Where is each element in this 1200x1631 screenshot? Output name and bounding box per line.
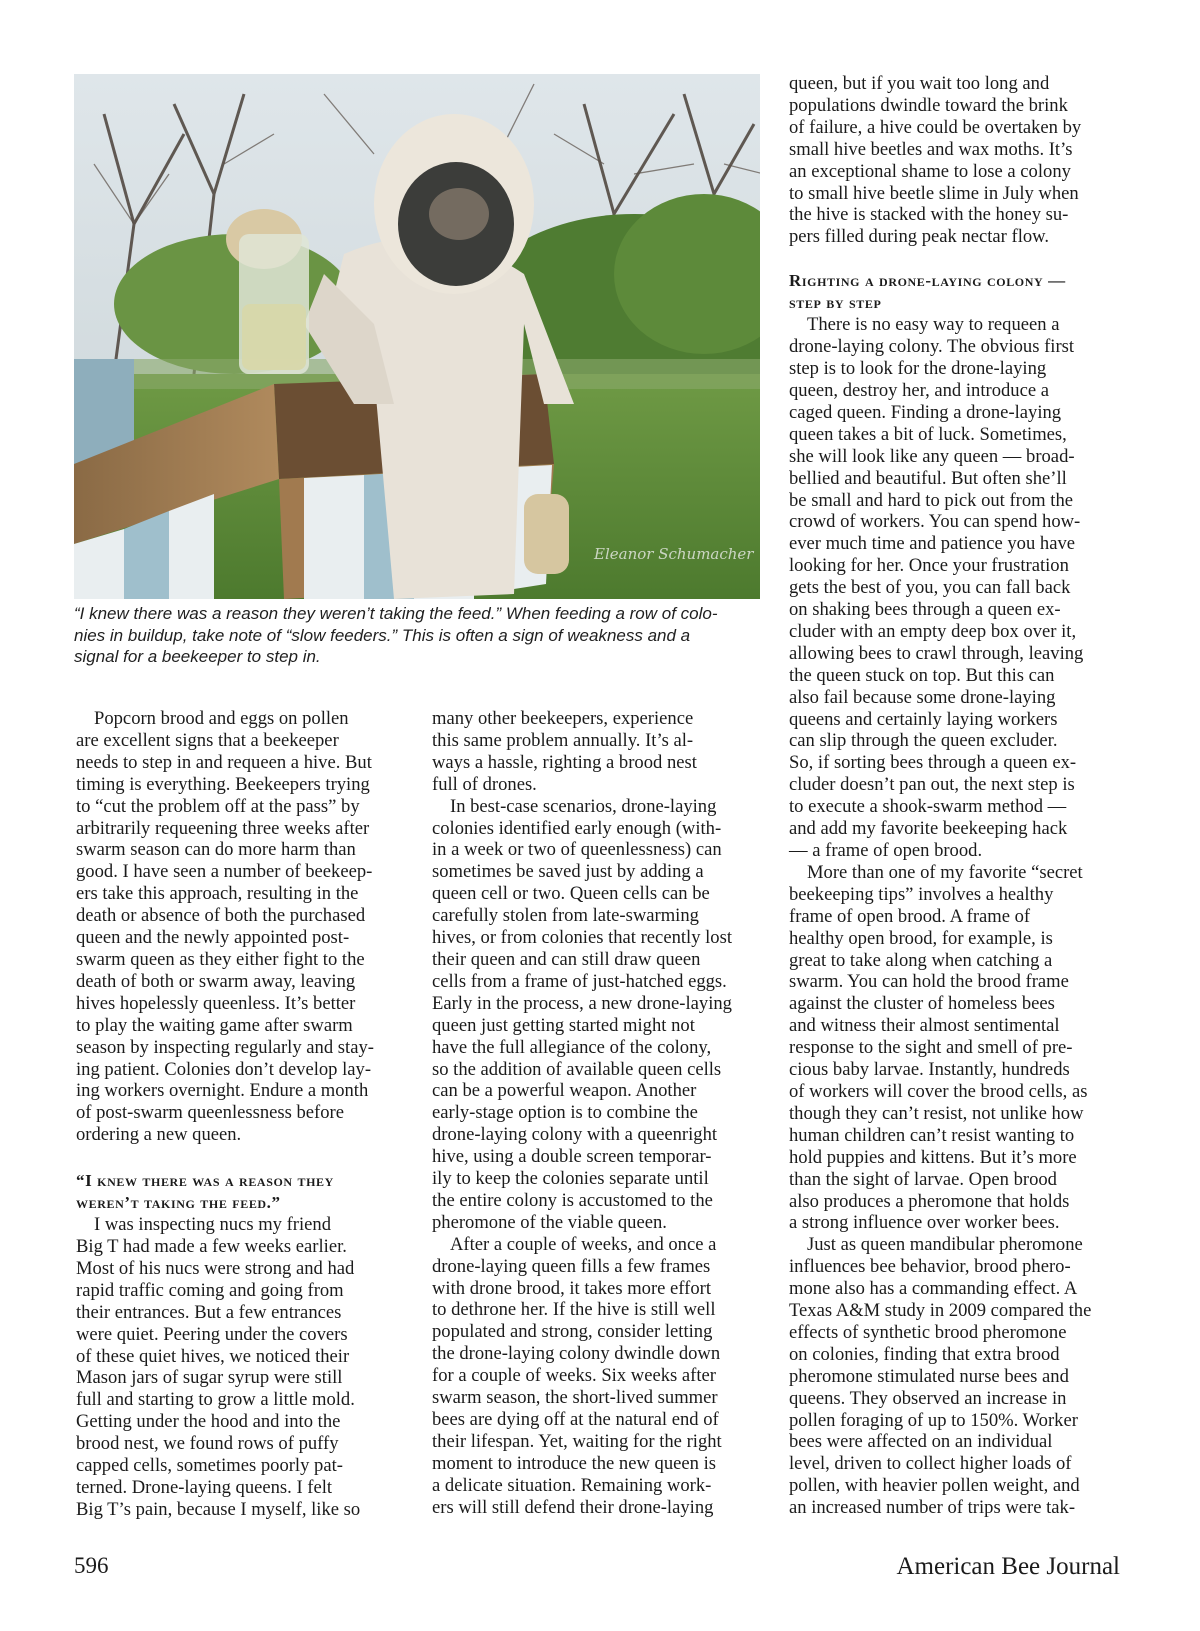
text-line: on shaking bees through a queen ex- (789, 599, 1061, 621)
text-line: drone-laying colony with a queenright (432, 1124, 718, 1146)
text-line: swarm queen as they either fight to the (76, 948, 365, 970)
text-line: pheromone stimulated nurse bees and (789, 1365, 1069, 1387)
text-line: arbitrarily requeening three weeks after (76, 817, 370, 839)
text-line: So, if sorting bees through a queen ex- (789, 752, 1077, 774)
text-line: frame of open brood. A frame of (789, 905, 1031, 927)
text-line: the queen stuck on top. But this can (789, 664, 1055, 686)
text-line: also fail because some drone-laying (789, 686, 1056, 708)
text-line: can slip through the queen excluder. (789, 730, 1058, 752)
section-heading (789, 270, 1119, 314)
paragraph (76, 1214, 404, 1521)
text-line: ever much time and patience you have (789, 533, 1076, 555)
text-line: the entire colony is accustomed to the (432, 1189, 713, 1211)
text-line: moment to introduce the new queen is (432, 1452, 716, 1474)
paragraph (789, 862, 1119, 1234)
text-line: the drone-laying colony dwindle down (432, 1343, 721, 1365)
text-line: Mason jars of sugar syrup were still (76, 1367, 343, 1389)
heading-line: step by step (789, 293, 882, 313)
text-line: In best-case scenarios, drone-laying (450, 795, 717, 817)
text-line: good. I have seen a number of beekeep- (76, 861, 373, 883)
text-line: were quiet. Peering under the covers (76, 1323, 348, 1345)
text-line: also produces a pheromone that holds (789, 1190, 1070, 1212)
text-line: I was inspecting nucs my friend (94, 1214, 332, 1236)
text-line: pheromone of the viable queen. (432, 1211, 667, 1233)
paragraph (76, 708, 404, 1146)
text-line: populations dwindle toward the brink (789, 94, 1068, 116)
text-line: swarm. You can hold the brood frame (789, 971, 1069, 993)
text-line: bees are dying off at the natural end of (432, 1409, 719, 1430)
text-line: of these quiet hives, we noticed their (76, 1345, 350, 1367)
caption-line: “I knew there was a reason they weren’t taking the feed.” When feeding a row of colo- (74, 604, 718, 623)
text-line: effects of synthetic brood pheromone (789, 1321, 1067, 1343)
text-line: queens and certainly laying workers (789, 708, 1058, 730)
text-line: full and starting to grow a little mold. (76, 1389, 355, 1411)
section-heading (76, 1170, 404, 1214)
text-line: than the sight of larvae. Open brood (789, 1168, 1057, 1190)
text-line: Getting under the hood and into the (76, 1411, 341, 1433)
text-line: this same problem annually. It’s al- (432, 729, 694, 751)
text-line: hives hopelessly queenless. It’s better (76, 992, 356, 1014)
text-line: More than one of my favorite “secret (807, 861, 1083, 883)
text-line: brood nest, we found rows of puffy (76, 1433, 339, 1455)
text-line: cluder with an empty deep box over it, (789, 620, 1077, 642)
photo-watermark: Eleanor Schumacher (594, 545, 754, 563)
caption-line: nies in buildup, take note of “slow feeders.” This is often a sign of weakness and a (74, 625, 691, 645)
text-line: terned. Drone-laying queens. I felt (76, 1477, 333, 1498)
text-line: season by inspecting regularly and stay- (76, 1036, 374, 1058)
text-line: death of both or swarm away, leaving (76, 970, 356, 992)
text-line: populated and strong, consider letting (432, 1321, 713, 1343)
text-line: be small and hard to pick out from the (789, 489, 1073, 511)
column-3 (789, 73, 1119, 1519)
paragraph (789, 1234, 1119, 1519)
paragraph (789, 314, 1119, 862)
text-line: Texas A&M study in 2009 compared the (789, 1300, 1092, 1322)
photo-caption (74, 603, 760, 668)
text-line: she will look like any queen — broad- (789, 445, 1075, 467)
text-line: After a couple of weeks, and once a (450, 1233, 717, 1255)
text-line: early-stage option is to combine the (432, 1102, 698, 1124)
text-line: Just as queen mandibular pheromone (807, 1234, 1083, 1256)
text-line: Popcorn brood and eggs on pollen (94, 708, 349, 729)
column-1 (76, 708, 404, 1521)
text-line: capped cells, sometimes poorly pat- (76, 1455, 343, 1477)
text-line: to play the waiting game after swarm (76, 1014, 353, 1036)
text-line: against the cluster of homeless bees (789, 993, 1055, 1015)
text-line: cious baby larvae. Instantly, hundreds (789, 1059, 1070, 1081)
text-line: with drone brood, it takes more effort (432, 1277, 712, 1299)
text-line: to execute a shook-swarm method — (789, 796, 1067, 818)
text-line: can be a powerful weapon. Another (432, 1080, 697, 1102)
text-line: the hive is stacked with the honey su- (789, 204, 1069, 226)
caption-line: signal for a beekeeper to step in. (74, 647, 321, 666)
heading-line: weren’t taking the feed.” (76, 1193, 281, 1213)
text-line: cells from a frame of just-hatched eggs. (432, 970, 727, 992)
text-line: hive, using a double screen temporar- (432, 1146, 712, 1168)
text-line: level, driven to collect higher loads of (789, 1453, 1072, 1475)
text-line: hold puppies and kittens. But it’s more (789, 1146, 1077, 1168)
text-line: to dethrone her. If the hive is still well (432, 1299, 716, 1321)
text-line: ing patient. Colonies don’t develop lay- (76, 1058, 372, 1080)
text-line: full of drones. (432, 773, 537, 795)
paragraph (432, 796, 762, 1234)
text-line: queen takes a bit of luck. Sometimes, (789, 423, 1067, 445)
text-line: death or absence of both the purchased (76, 905, 366, 927)
text-line: bees were affected on an individual (789, 1431, 1053, 1453)
text-line: needs to step in and requeen a hive. But (76, 751, 372, 773)
text-line: gets the best of you, you can fall back (789, 577, 1071, 599)
text-line: a strong influence over worker bees. (789, 1212, 1060, 1234)
text-line: drone-laying queen fills a few frames (432, 1255, 711, 1277)
text-line: caged queen. Finding a drone-laying (789, 401, 1062, 423)
text-line: human children can’t resist wanting to (789, 1124, 1075, 1146)
text-line: beekeeping tips” involves a healthy (789, 883, 1054, 905)
text-line: hives, or from colonies that recently lost (432, 927, 733, 949)
text-line: queen cell or two. Queen cells can be (432, 883, 710, 905)
text-line: to small hive beetle slime in July when (789, 182, 1079, 204)
text-line: ing workers overnight. Endure a month (76, 1080, 369, 1102)
column-2 (432, 708, 762, 1519)
text-line: though they can’t resist, not unlike how (789, 1102, 1084, 1124)
text-line: of workers will cover the brood cells, as (789, 1080, 1088, 1102)
paragraph (432, 708, 762, 796)
text-line: sometimes be saved just by adding a (432, 861, 704, 883)
text-line: a delicate situation. Remaining work- (432, 1474, 712, 1496)
text-line: crowd of workers. You can spend how- (789, 511, 1081, 533)
text-line: Early in the process, a new drone-laying (432, 992, 732, 1014)
text-line: of failure, a hive could be overtaken by (789, 116, 1082, 138)
text-line: Most of his nucs were strong and had (76, 1257, 355, 1279)
text-line: in a week or two of queenlessness) can (432, 839, 722, 861)
heading-line: “I knew there was a reason they (76, 1171, 334, 1191)
text-line: Big T had made a few weeks earlier. (76, 1236, 347, 1258)
text-line: for a couple of weeks. Six weeks after (432, 1365, 716, 1387)
text-line: an increased number of trips were tak- (789, 1497, 1076, 1519)
text-line: swarm season can do more harm than (76, 839, 356, 861)
text-line: queen and the newly appointed post- (76, 927, 350, 949)
text-line: and witness their almost sentimental (789, 1015, 1060, 1037)
text-line: queens. They observed an increase in (789, 1387, 1067, 1409)
text-line: step is to look for the drone-laying (789, 358, 1047, 380)
text-line: ers will still defend their drone-laying (432, 1496, 714, 1518)
text-line: have the full allegiance of the colony, (432, 1036, 712, 1058)
paragraph (432, 1234, 762, 1519)
text-line: of post-swarm queenlessness before (76, 1102, 344, 1124)
text-line: small hive beetles and wax moths. It’s (789, 138, 1073, 160)
text-line: ways a hassle, righting a brood nest (432, 751, 697, 773)
text-line: so the addition of available queen cells (432, 1058, 722, 1080)
text-line: ordering a new queen. (76, 1124, 242, 1146)
paragraph (789, 73, 1119, 248)
text-line: queen, destroy her, and introduce a (789, 379, 1049, 401)
text-line: looking for her. Once your frustration (789, 555, 1069, 577)
text-line: ily to keep the colonies separate until (432, 1168, 709, 1190)
text-line: response to the sight and smell of pre- (789, 1037, 1073, 1059)
text-line: — a frame of open brood. (789, 840, 983, 861)
text-line: their lifespan. Yet, waiting for the right (432, 1430, 722, 1452)
beekeeper-photo (74, 74, 760, 599)
text-line: to “cut the problem off at the pass” by (76, 795, 360, 817)
text-line: rapid traffic coming and going from (76, 1279, 344, 1301)
text-line: swarm season, the short-lived summer (432, 1387, 718, 1409)
text-line: an exceptional shame to lose a colony (789, 160, 1071, 182)
text-line: ers take this approach, resulting in the (76, 883, 359, 905)
text-line: queen just getting started might not (432, 1014, 695, 1036)
text-line: healthy open brood, for example, is (789, 927, 1053, 949)
text-line: mone also has a commanding effect. A (789, 1278, 1078, 1300)
magazine-title: American Bee Journal (896, 1553, 1120, 1580)
text-line: cluder doesn’t pan out, the next step is (789, 774, 1075, 796)
text-line: great to take along when catching a (789, 949, 1053, 971)
text-line: Big T’s pain, because I myself, like so (76, 1498, 361, 1520)
text-line: timing is everything. Beekeepers trying (76, 773, 370, 795)
text-line: colonies identified early enough (with- (432, 817, 722, 839)
text-line: influences bee behavior, brood phero- (789, 1256, 1071, 1278)
text-line: many other beekeepers, experience (432, 708, 694, 729)
text-line: There is no easy way to requeen a (807, 314, 1060, 336)
text-line: carefully stolen from late-swarming (432, 905, 699, 927)
text-line: queen, but if you wait too long and (789, 73, 1050, 94)
text-line: pers filled during peak nectar flow. (789, 226, 1050, 248)
text-line: allowing bees to crawl through, leaving (789, 642, 1084, 664)
text-line: pollen foraging of up to 150%. Worker (789, 1409, 1078, 1431)
heading-line: Righting a drone-laying colony — (789, 271, 1066, 291)
text-line: their queen and can still draw queen (432, 948, 701, 970)
text-line: pollen, with heavier pollen weight, and (789, 1475, 1080, 1497)
page-number: 596 (74, 1553, 109, 1578)
text-line: bellied and beautiful. But often she’ll (789, 467, 1067, 489)
text-line: their entrances. But a few entrances (76, 1301, 342, 1323)
text-line: and add my favorite beekeeping hack (789, 818, 1068, 840)
text-line: drone-laying colony. The obvious first (789, 336, 1075, 358)
text-line: on colonies, finding that extra brood (789, 1343, 1060, 1365)
text-line: are excellent signs that a beekeeper (76, 729, 339, 751)
